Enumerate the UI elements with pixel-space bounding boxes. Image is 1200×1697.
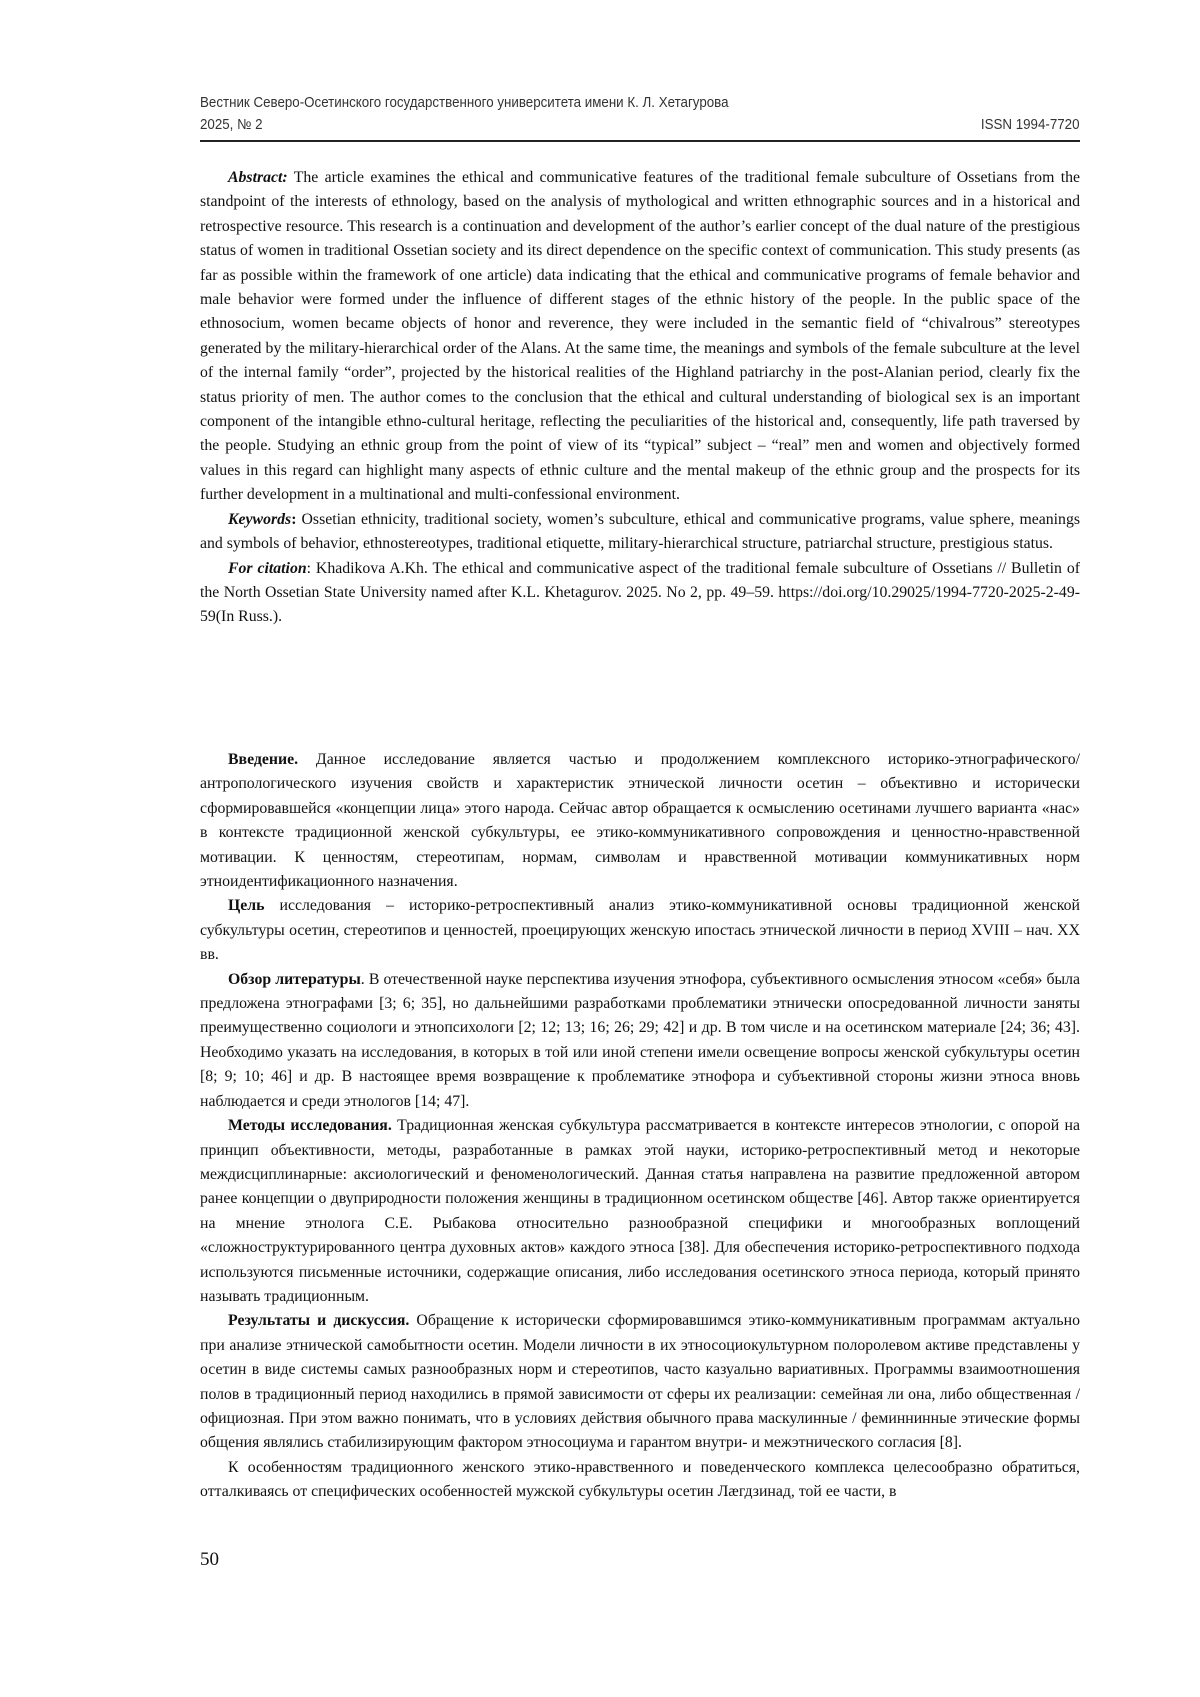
goal-paragraph <box>200 894 1080 967</box>
keywords-colon: : <box>291 510 297 528</box>
header-issue-line <box>200 114 1080 136</box>
header-rule <box>200 140 1080 142</box>
issue-number: 2025, № 2 <box>200 117 263 133</box>
issn: ISSN 1994-7720 <box>980 117 1080 133</box>
intro-label: Введение. <box>228 751 299 768</box>
results-label: Результаты и дискуссия. <box>228 1312 410 1330</box>
article-body <box>200 748 1080 1505</box>
review-paragraph <box>200 968 1080 1114</box>
methods-label: Методы исследования. <box>228 1117 392 1135</box>
abstract <box>200 166 1080 508</box>
abstract-block <box>200 166 1080 630</box>
citation-label: For citation <box>228 559 307 577</box>
continuation-text: К особенностям традиционного женского этико-нравственного и поведенческого комплекса целесообразно обратиться, отталкиваясь от специфических особенностей мужской субкультуры осетин Лæгдзинад, той ее части, в <box>200 1458 1080 1501</box>
running-header <box>200 92 1080 136</box>
goal-label: Цель <box>228 897 265 915</box>
keywords <box>200 508 1080 557</box>
methods-paragraph <box>200 1114 1080 1309</box>
goal-text: исследования – историко-ретроспективный анализ этико-коммуникативной основы традиционной женской субкультуры осетин, стереотипов и ценностей, проецирующих женскую ипостась этнической личности в период XVIII – нач. XX вв. <box>200 897 1080 964</box>
results-text: Обращение к исторически сформировавшимся этико-коммуникативным программам актуально при анализе этнической самобытности осетин. Модели личности в их этносоциокультурном полоролевом активе представлены у осетин в виде системы самых разнообразных норм и стереотипов, часто казуально вариативных. Программы взаимоотношения полов в традиционный период находились в прямой зависимости от сферы их реализации: семейная ли она, либо общественная / официозная. При этом важно понимать, что в условиях действия обычного права маскулинные / феминнинные этические формы общения являлись стабилизирующим фактором этносоциума и гарантом внутри- и межэтнического согласия [8]. <box>200 1312 1080 1452</box>
citation <box>200 557 1080 630</box>
review-label: Обзор литературы <box>228 970 361 988</box>
results-paragraph <box>200 1309 1080 1455</box>
abstract-label: Abstract: <box>228 169 288 186</box>
continuation-paragraph <box>200 1456 1080 1505</box>
abstract-text: The article examines the ethical and communicative features of the traditional female subculture of Ossetians from the standpoint of the interests of ethnology, based on the analysis of mythological and written ethnographic sources and in a historical and retrospective resource. This research is a continuation and development of the author’s earlier concept of the dual nature of the prestigious status of women in traditional Ossetian society and its direct dependence on the specific context of communication. This study presents (as far as possible within the framework of one article) data indicating that the ethical and communicative programs of female behavior and male behavior were formed under the influence of different stages of the ethnic history of the people. In the public space of the ethnosocium, women became objects of honor and reverence, they were included in the semantic field of “chivalrous” stereotypes generated by the military-hierarchical order of the Alans. At the same time, the meanings and symbols of the female subculture at the level of the internal family “order”, projected by the historical realities of the Highland patriarchy in the post-Alanian period, clearly fix the status priority of men. The author comes to the conclusion that the ethical and cultural understanding of biological sex is an important component of the intangible ethno-cultural heritage, reflecting the peculiarities of the historical and, consequently, life path traversed by the people. Studying an ethnic group from the point of view of its “typical” subject – “real” men and women and objectively formed values in this regard can highlight many aspects of ethnic culture and the mental makeup of the ethnic group and the prospects for its further development in a multinational and multi-confessional environment. <box>200 169 1080 504</box>
keywords-text: Ossetian ethnicity, traditional society, women’s subculture, ethical and communicative programs, value sphere, meanings and symbols of behavior, ethnostereotypes, traditional etiquette, military-hierarchical structure, patriarchal structure, prestigious status. <box>200 510 1080 553</box>
keywords-label: Keywords <box>228 510 292 528</box>
intro-text: Данное исследование является частью и продолжением комплексного историко-этнографического/антропологического изучения свойств и характеристик этнической личности осетин – объективно и исторически сформировавшейся «концепции лица» этого народа. Сейчас автор обращается к осмыслению осетинами лучшего варианта «нас» в контексте традиционной женской субкультуры, ее этико-коммуникативного сопровождения и ценностно-нравственной мотивации. К ценностям, стереотипам, нормам, символам и нравственной мотивации коммуникативных норм этноидентификационного назначения. <box>200 751 1080 891</box>
review-text: . В отечественной науке перспектива изучения этнофора, субъективного осмысления этносом «себя» была предложена этнографами [3; 6; 35], но дальнейшими разработками проблематики этнически опосредованной личности заняты преимущественно социологи и этнопсихологи [2; 12; 13; 16; 26; 29; 42] и др. В том числе и на осетинском материале [24; 36; 43]. Необходимо указать на исследования, в которых в той или иной степени имели освещение вопросы женской субкультуры осетин [8; 9; 10; 46] и др. В настоящее время возвращение к проблематике этнофора и субъективной стороны жизни этноса вновь наблюдается и среди этнологов [14; 47]. <box>200 970 1080 1110</box>
journal-title: Вестник Северо-Осетинского государственного университета имени К. Л. Хетагурова <box>200 95 729 111</box>
page-number: 50 <box>200 1549 219 1570</box>
methods-text: Традиционная женская субкультура рассматривается в контексте интересов этнологии, с опорой на принцип объективности, методы, разработанные в рамках этой науки, историко-ретроспективный метод и некоторые междисциплинарные: аксиологический и феноменологический. Данная статья направлена на развитие предложенной автором ранее концепции о двуприродности положения женщины в традиционном осетинском обществе [46]. Автор также ориентируется на мнение этнолога С.Е. Рыбакова относительно разнообразной специфики и многообразных воплощений «сложноструктурированного центра духовных актов» каждого этноса [38]. Для обеспечения историко-ретроспективного подхода используются письменные источники, содержащие описания, либо исследования осетинского этноса периода, который принято называть традиционным. <box>200 1117 1080 1305</box>
intro-paragraph <box>200 748 1080 894</box>
citation-text: : Khadikova A.Kh. The ethical and communicative aspect of the traditional female subculture of Ossetians // Bulletin of the North Ossetian State University named after K.L. Khetagurov. 2025. No 2, pp. 49–59. https://doi.org/10.29025/1994-7720-2025-2-49-59(In Russ.). <box>200 559 1081 626</box>
